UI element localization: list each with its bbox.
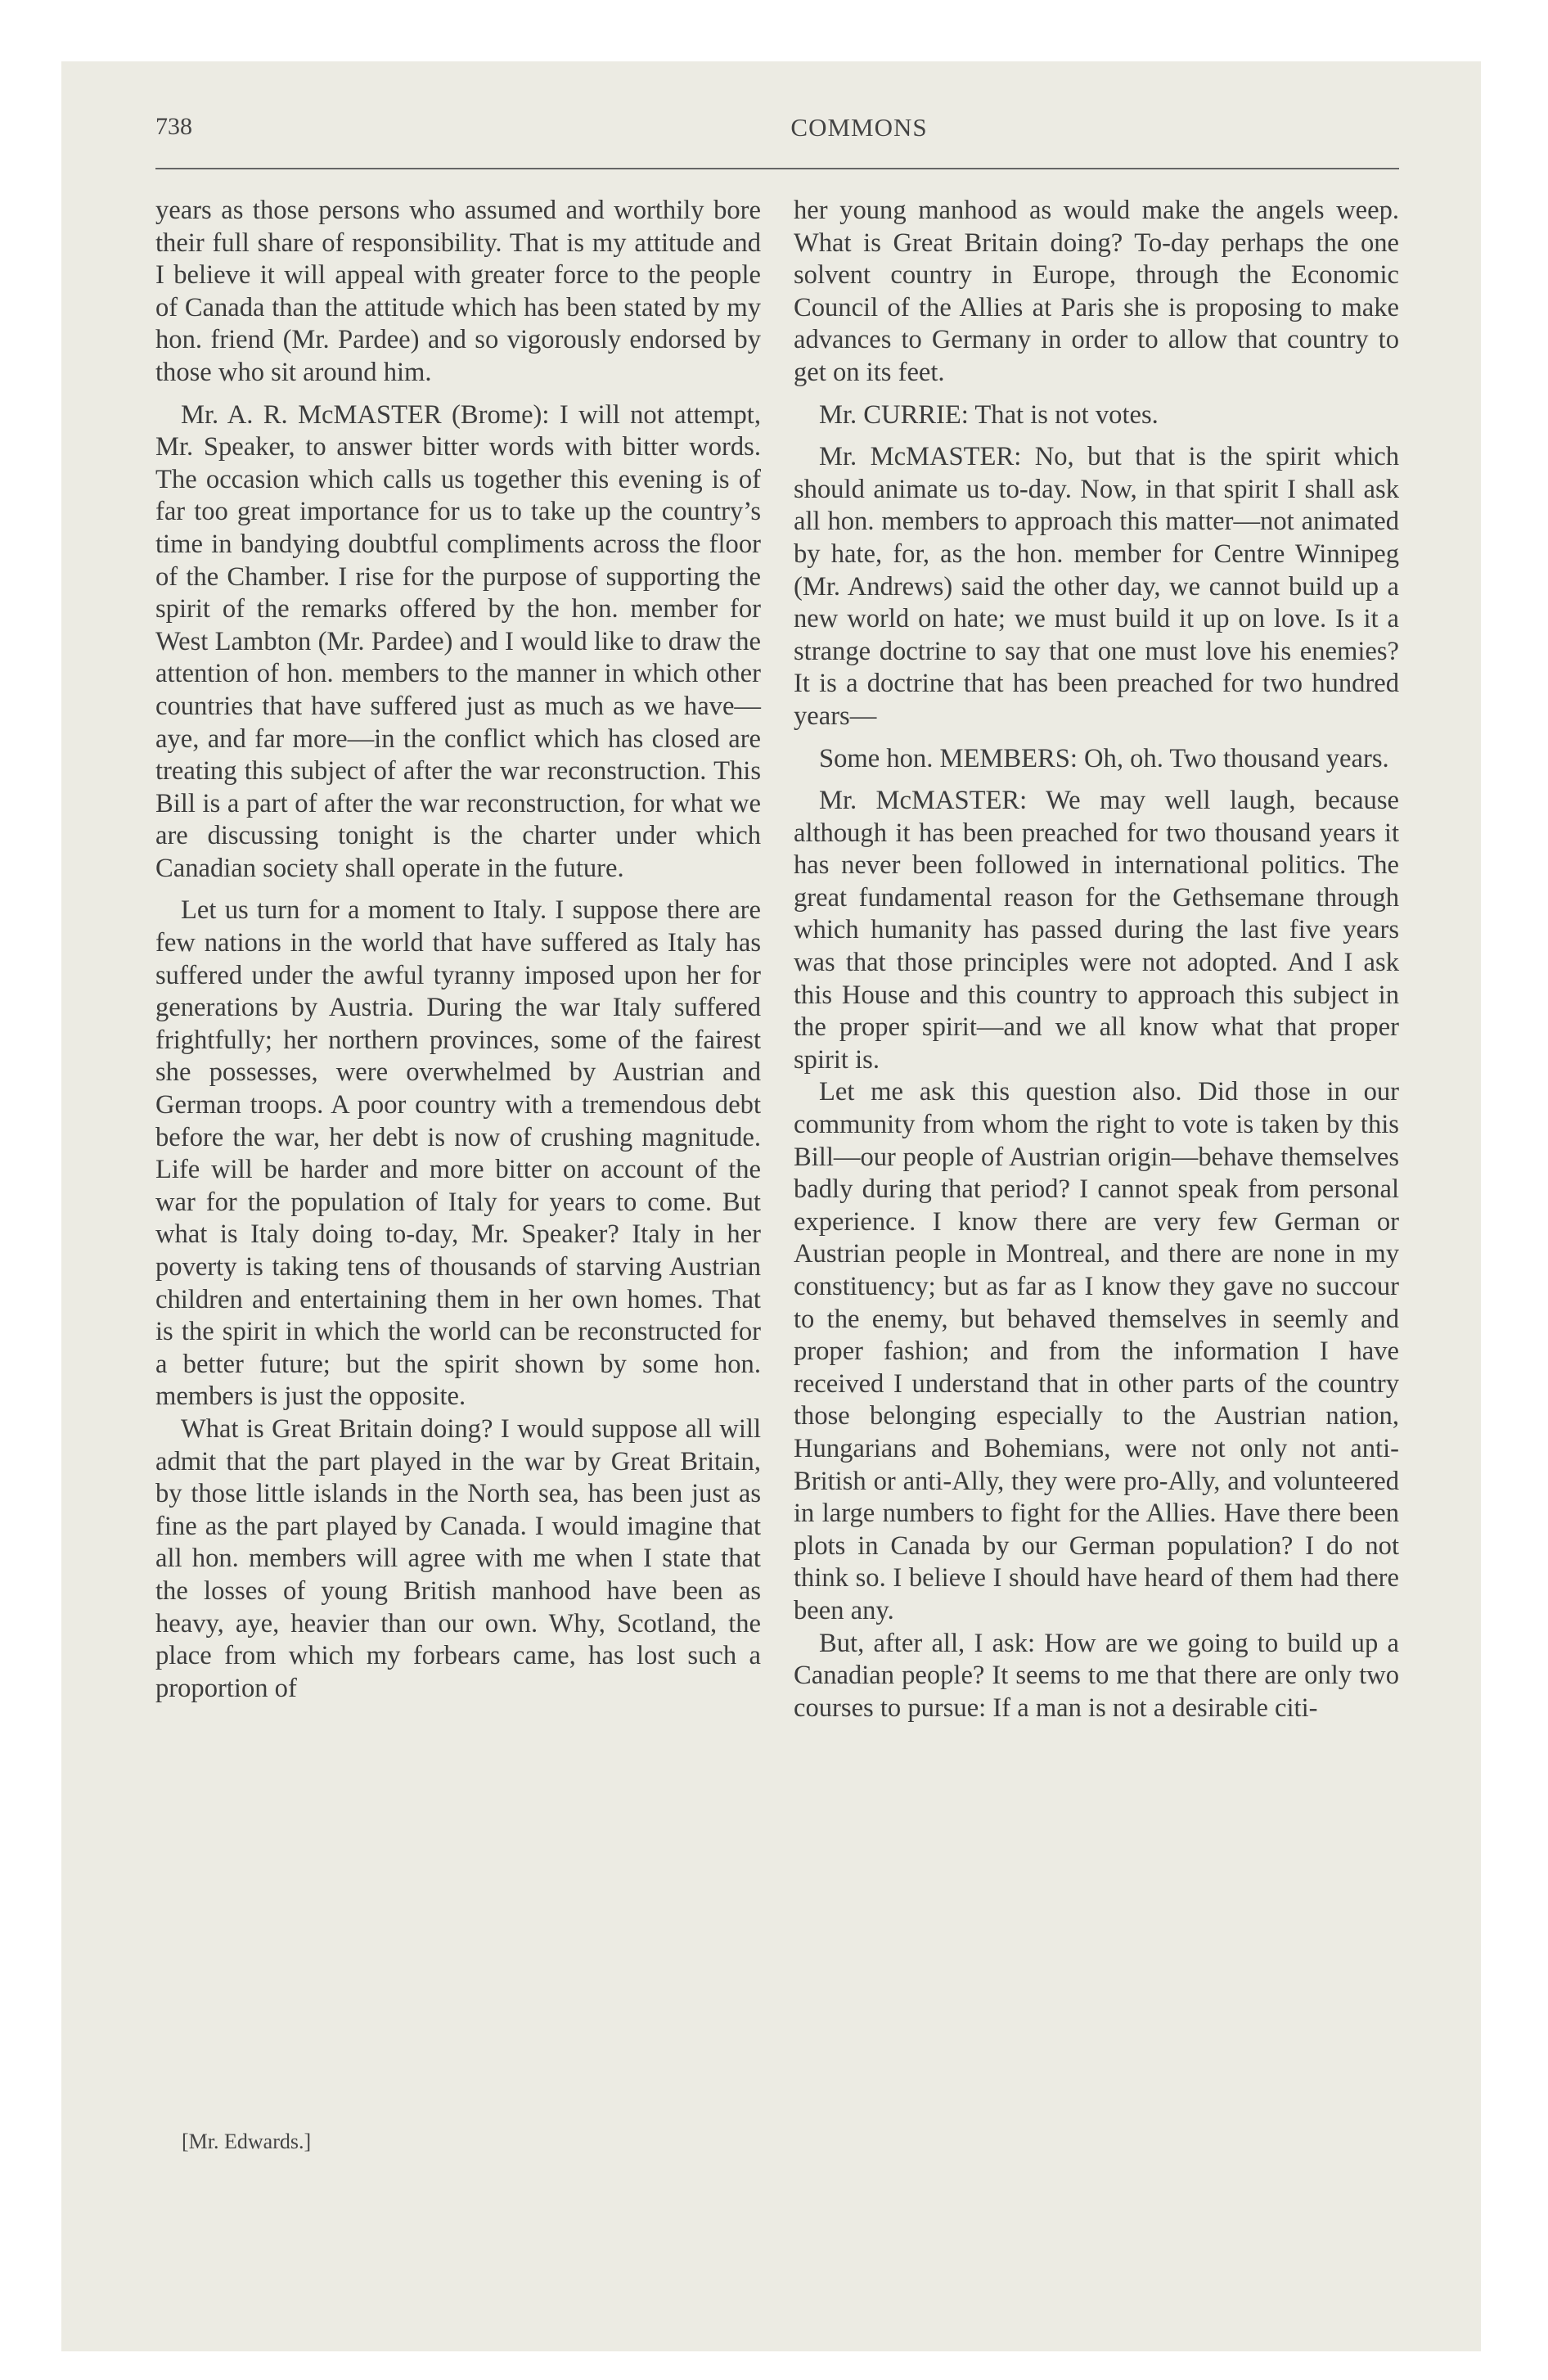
paragraph: Mr. McMASTER: We may well laugh, because although it has been preached for two thousand years it has never been followed in international politics. The great fundamental reason for the Gethsemane through which humanity has passed during the last five years was that those principles were not adopted. And I ask this House and this country to approach this subject in the proper spirit—and we all know what that proper spirit is. (794, 786, 1399, 1075)
header-rule (155, 168, 1399, 169)
paragraph: But, after all, I ask: How are we going to build up a Canadian people? It seems to me that there are only two courses to pursue: If a man is not a desirable citi- (794, 1628, 1399, 1723)
paragraph: Mr. CURRIE: That is not votes. (819, 399, 1159, 430)
paragraph: Mr. McMASTER: No, but that is the spirit which should animate us to-day. Now, in that spirit I shall ask all hon. members to approach this matter—not animated by hate, for, as the hon. member for Centre Winnipeg (Mr. Andrews) said the other day, we cannot build up a new world on hate; we must build it up on love. Is it a strange doctrine to say that one must love his enemies? It is a doctrine that has been preached for two hundred years— (794, 442, 1399, 731)
paragraph: Let me ask this question also. Did those in our community from whom the right to vote is taken by this Bill—our people of Austrian origin—behave themselves badly during that period? I cannot speak from personal experience. I know there are very few German or Austrian people in Montreal, and there are none in my constituency; but as far as I know they gave no succour to the enemy, but behaved themselves in seemly and proper fashion; and from the information I have received I understand that in other parts of the country those belonging especially to the Austrian nation, Hungarians and Bohemians, were not only not anti-British or anti-Ally, they were pro-Ally, and volunteered in large numbers to fight for the Allies. Have there been plots in Canada by our German population? I do not think so. I believe I should have heard of them had there been any. (794, 1077, 1399, 1625)
speaker-footnote: [Mr. Edwards.] (182, 2130, 312, 2153)
left-column (155, 195, 761, 1705)
paragraph: What is Great Britain doing? I would suppose all will admit that the part played in the war by Great Britain, by those little islands in the North sea, has been just as fine as the part played by Canada. I would imagine that all hon. members will agree with me when I state that the losses of young British manhood have been as heavy, aye, heavier than our own. Why, Scotland, the place from which my forbears came, has lost such a proportion of (155, 1413, 761, 1703)
page-number: 738 (155, 113, 192, 140)
paragraph: Let us turn for a moment to Italy. I suppose there are few nations in the world that have suffered as Italy has suffered under the awful tyranny imposed upon her for generations by Austria. During the war Italy suffered frightfully; her northern provinces, some of the fairest she possesses, were overwhelmed by Austrian and German troops. A poor country with a tremendous debt before the war, her debt is now of crushing magnitude. Life will be harder and more bitter on account of the war for the population of Italy for years to come. But what is Italy doing to-day, Mr. Speaker? Italy in her poverty is taking tens of thousands of starving Austrian children and entertaining them in her own homes. That is the spirit in which the world can be reconstructed for a better future; but the spirit shown by some hon. members is just the opposite. (155, 895, 761, 1412)
running-title: COMMONS (790, 113, 928, 142)
paragraph: years as those persons who assumed and worthily bore their full share of responsibility. That is my attitude and I believe it will appeal with greater force to the people of Canada than the attitude which has been stated by my hon. friend (Mr. Pardee) and so vigorously endorsed by those who sit around him. (155, 196, 761, 387)
paragraph: Some hon. MEMBERS: Oh, oh. Two thousand years. (819, 743, 1389, 773)
right-column (794, 195, 1399, 1724)
paragraph: Mr. A. R. McMASTER (Brome): I will not attempt, Mr. Speaker, to answer bitter words with bitter words. The occasion which calls us together this evening is of far too great importance for us to take up the country’s time in bandying doubtful compliments across the floor of the Chamber. I rise for the purpose of supporting the spirit of the remarks offered by the hon. member for West Lambton (Mr. Pardee) and I would like to draw the attention of hon. members to the manner in which other countries that have suffered just as much as we have—aye, and far more—in the conflict which has closed are treating this subject of after the war reconstruction. This Bill is a part of after the war reconstruction, for what we are discussing tonight is the charter under which Canadian society shall operate in the future. (155, 399, 761, 883)
paragraph: her young manhood as would make the angels weep. What is Great Britain doing? To-day perhaps the one solvent country in Europe, through the Economic Council of the Allies at Paris she is proposing to make advances to Germany in order to allow that country to get on its feet. (794, 196, 1399, 387)
